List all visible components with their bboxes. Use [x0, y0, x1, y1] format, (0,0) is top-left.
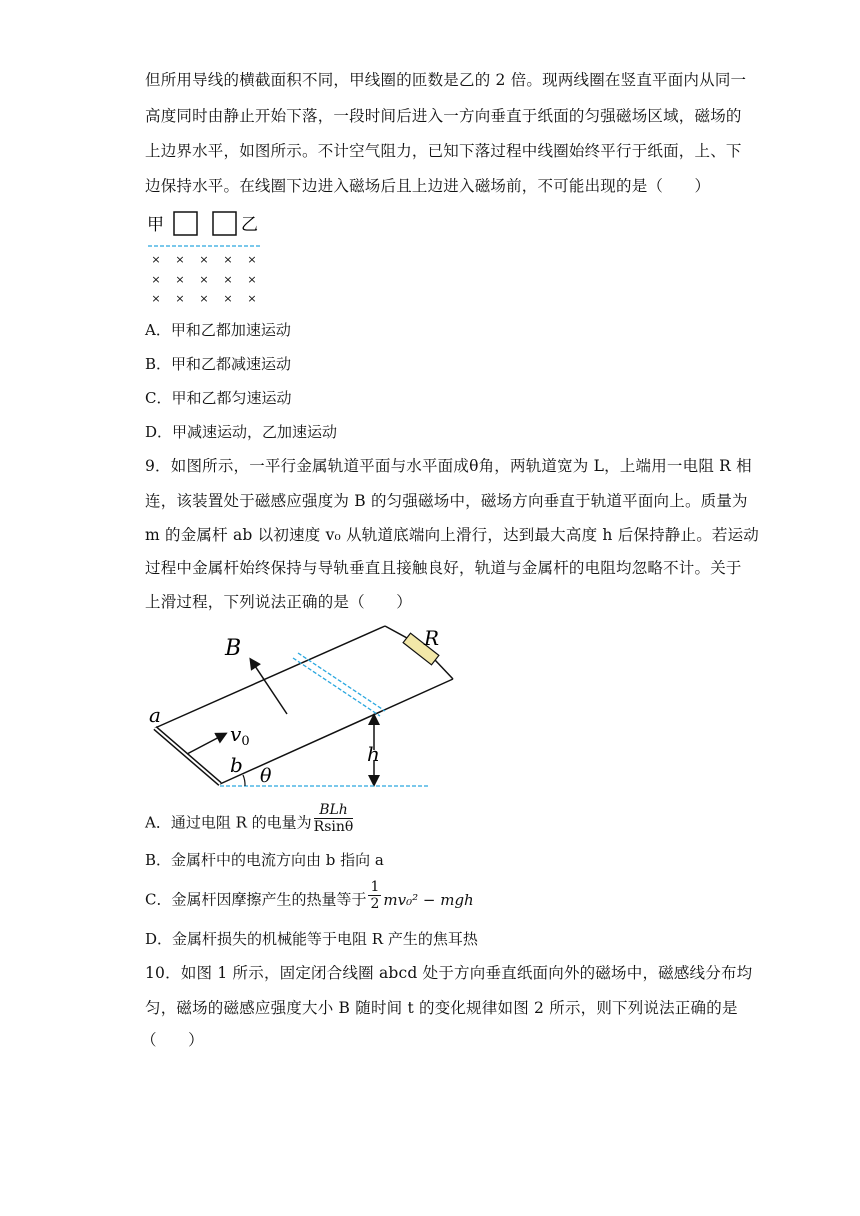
- label-r: R: [424, 626, 440, 650]
- svg-text:×: ×: [175, 253, 185, 266]
- svg-text:×: ×: [199, 273, 209, 286]
- q8-option-a: A．甲和乙都加速运动: [145, 321, 291, 339]
- rail-lower: [220, 679, 453, 784]
- svg-text:×: ×: [247, 273, 257, 286]
- angle-arc: [243, 775, 245, 786]
- rail-upper: [155, 626, 385, 728]
- svg-text:×: ×: [175, 292, 185, 305]
- svg-text:×: ×: [223, 292, 233, 305]
- half-fraction: $\frac{1}{2}$: [370, 879, 380, 912]
- top-connector-2: [435, 660, 453, 679]
- q8-line-4: 边保持水平。在线圈下边进入磁场后且上边进入磁场前，不可能出现的是（ ）: [145, 177, 711, 195]
- charge-fraction: $\frac{\text{BLh}}{Rsin\theta}$: [313, 802, 354, 835]
- top-connector-1: [385, 626, 407, 638]
- q8-figure: [145, 206, 270, 308]
- q8-option-d: D．甲减速运动，乙加速运动: [145, 423, 338, 441]
- dashed-rod-1: [293, 658, 380, 716]
- label-v0: $v_0$: [230, 722, 250, 749]
- q8-option-c: C．甲和乙都匀速运动: [145, 389, 292, 407]
- q9-option-d: D．金属杆损失的机械能等于电阻 R 产生的焦耳热: [145, 930, 478, 948]
- q9-line-3: m 的金属杆 ab 以初速度 v₀ 从轨道底端向上滑行，达到最大高度 h 后保持静止。若运动: [145, 526, 760, 544]
- q9-line-5: 上滑过程，下列说法正确的是（ ）: [145, 593, 412, 611]
- svg-text:×: ×: [223, 253, 233, 266]
- svg-text:×: ×: [247, 253, 257, 266]
- label-jia: 甲: [147, 215, 164, 235]
- v0-arrow: [187, 734, 225, 754]
- label-b: b: [230, 753, 243, 777]
- q10-line-1: 10．如图 1 所示，固定闭合线圈 abcd 处于方向垂直纸面向外的磁场中，磁感线分布均: [145, 964, 753, 982]
- svg-text:×: ×: [247, 292, 257, 305]
- q10-line-3: （ ）: [141, 1031, 204, 1049]
- label-b-field: B: [225, 636, 242, 661]
- svg-text:×: ×: [151, 273, 161, 286]
- svg-text:×: ×: [175, 273, 185, 286]
- svg-text:×: ×: [151, 253, 161, 266]
- coil-jia: [174, 212, 197, 235]
- q8-line-3: 上边界水平，如图所示。不计空气阻力，已知下落过程中线圈始终平行于纸面，上、下: [145, 142, 742, 160]
- q9-option-c: C．金属杆因摩擦产生的热量等于 $\frac{1}{2}$ mv₀² − mgh: [145, 879, 474, 912]
- q9-option-a: A．通过电阻 R 的电量为 $\frac{\text{BLh}}{Rsin\theta}$: [145, 802, 354, 835]
- q8-option-b: B．甲和乙都减速运动: [145, 355, 292, 373]
- q8-line-2: 高度同时由静止开始下落，一段时间后进入一方向垂直于纸面的匀强磁场区域，磁场的: [145, 107, 742, 125]
- svg-text:×: ×: [199, 253, 209, 266]
- coil-yi: [213, 212, 236, 235]
- dashed-rod-2: [298, 653, 385, 711]
- svg-text:×: ×: [223, 273, 233, 286]
- b-field-arrow: [251, 660, 287, 714]
- q9-line-1: 9．如图所示，一平行金属轨道平面与水平面成θ角，两轨道宽为 L，上端用一电阻 R 相: [145, 457, 752, 475]
- q8-line-1: 但所用导线的横截面积不同，甲线圈的匝数是乙的 2 倍。现两线圈在竖直平面内从同一: [145, 71, 747, 89]
- label-yi: 乙: [241, 215, 258, 235]
- svg-text:×: ×: [151, 292, 161, 305]
- label-a: a: [149, 703, 161, 727]
- label-h: h: [367, 742, 380, 766]
- svg-text:×: ×: [199, 292, 209, 305]
- q10-line-2: 匀，磁场的磁感应强度大小 B 随时间 t 的变化规律如图 2 所示，则下列说法正确的是: [145, 999, 738, 1017]
- q9-line-4: 过程中金属杆始终保持与导轨垂直且接触良好，轨道与金属杆的电阻均忽略不计。关于: [145, 559, 742, 577]
- label-theta: θ: [260, 765, 272, 787]
- q9-option-b: B．金属杆中的电流方向由 b 指向 a: [145, 851, 384, 869]
- field-marks: [151, 253, 256, 305]
- q9-line-2: 连，该装置处于磁感应强度为 B 的匀强磁场中，磁场方向垂直于轨道平面向上。质量为: [145, 492, 748, 510]
- q9-figure: [145, 620, 465, 792]
